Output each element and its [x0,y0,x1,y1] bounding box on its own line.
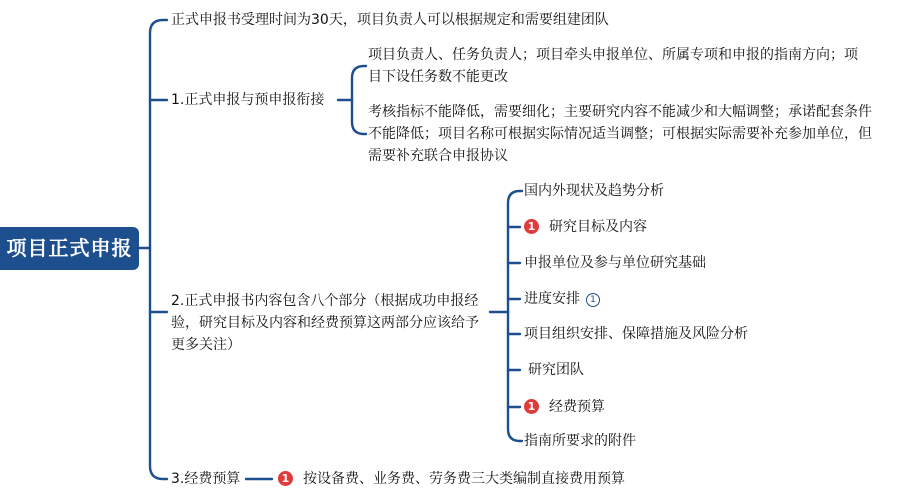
section-research-team[interactable]: 研究团队 [528,362,584,378]
section-research-goals-label: 研究目标及内容 [549,219,647,235]
note-count-icon[interactable]: 1 [586,293,600,307]
section-domestic-foreign-status[interactable]: 国内外现状及趋势分析 [524,183,664,199]
budget-direct-cost-rule-label: 按设备费、业务费、劳务费三大类编制直接费用预算 [303,471,625,487]
priority-1-icon: 1 [278,471,293,486]
section-schedule[interactable] [524,288,600,310]
branch-1-link-with-pre-application[interactable]: 1.正式申报与预申报衔接 [171,92,325,108]
branch-1-child-unchangeable-items[interactable]: 项目负责人、任务负责人；项目牵头申报单位、所属专项和申报的指南方向；项目下设任务数不能更改 [368,47,858,85]
budget-direct-cost-rule[interactable] [278,468,625,490]
section-attachments[interactable]: 指南所要求的附件 [524,433,636,449]
connector-branch2-bottom [508,312,522,441]
priority-1-icon: 1 [524,399,539,414]
section-budget-label: 经费预算 [549,399,605,415]
priority-1-icon: 1 [524,219,539,234]
connector-branch1-child-0 [352,66,366,100]
connector-root-branch-0 [150,20,167,248]
branch-1-child-adjustment-rules[interactable]: 考核指标不能降低，需要细化；主要研究内容不能减少和大幅调整；承诺配套条件不能降低；项目名称可根据实际情况适当调整；可根据实际需要补充参加单位，但需要补充联合申报协议 [368,104,872,164]
section-research-foundation[interactable]: 申报单位及参与单位研究基础 [524,255,706,271]
section-schedule-label: 进度安排 [524,291,580,307]
section-research-goals[interactable] [524,216,647,238]
connector-branch2-top [508,191,522,312]
section-organization-risk[interactable]: 项目组织安排、保障措施及风险分析 [524,326,748,342]
connector-root-branch-3 [150,248,167,479]
root-topic[interactable]: 项目正式申报 [0,227,139,270]
connector-branch1-child-1 [352,100,366,134]
section-budget[interactable] [524,396,605,418]
branch-3-budget[interactable]: 3.经费预算 [171,471,241,487]
branch-intake-note[interactable]: 正式申报书受理时间为30天，项目负责人可以根据规定和需要组建团队 [171,12,609,28]
branch-2-eight-sections[interactable]: 2.正式申报书内容包含八个部分（根据成功申报经验，研究目标及内容和经费预算这两部分应该给予更多关注） [171,293,479,353]
